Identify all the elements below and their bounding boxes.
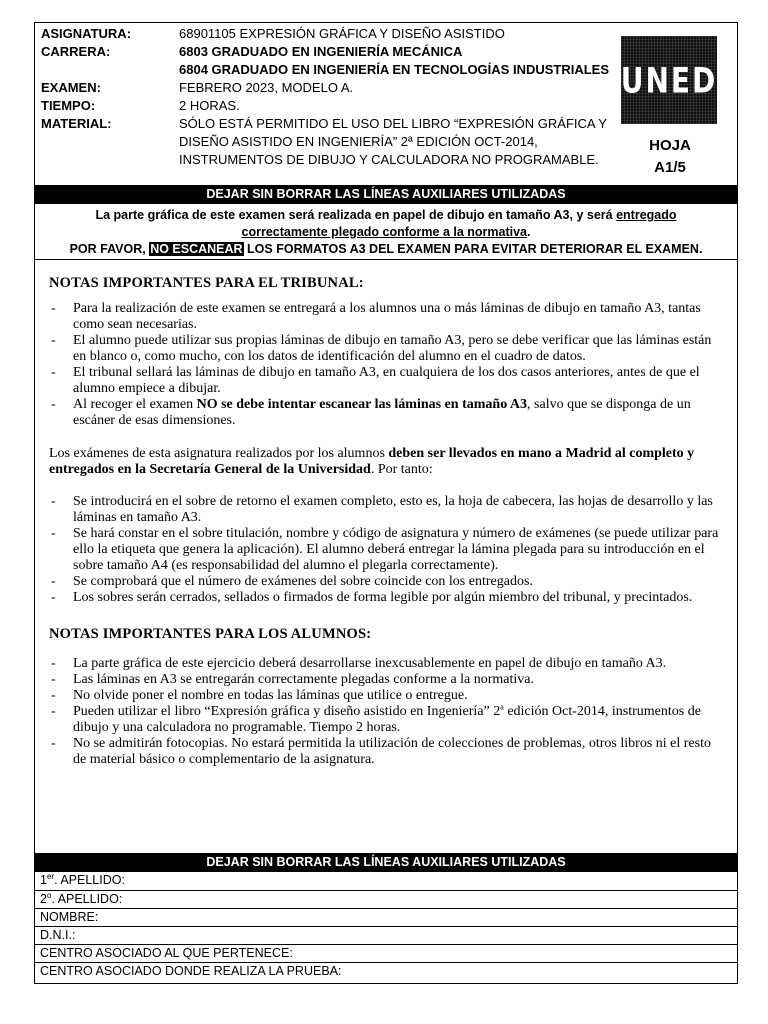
list-item: - No se admitirán fotocopias. No estará permitida la utilización de colecciones de problemas, otros libros ni el resto de material básico o complementario de la asignatura. <box>49 736 725 768</box>
tiempo-value: 2 HORAS. <box>179 98 240 113</box>
paragraph-bold: deben ser llevados en mano a Madrid al completo y entregados en la Secretaría General de la Universidad <box>49 446 695 477</box>
superscript: er <box>46 871 55 881</box>
list-item: - El alumno puede utilizar sus propias láminas de dibujo en tamaño A3, pero se debe verificar que las láminas están en blanco o, como mucho, con los datos de identificación del alumno en el cuadro de datos. <box>49 333 725 365</box>
alumnos-list <box>49 656 725 768</box>
exam-header <box>41 25 619 169</box>
field-label: . APELLIDO: <box>54 873 125 887</box>
material-value-3: INSTRUMENTOS DE DIBUJO Y CALCULADORA NO PROGRAMABLE. <box>179 152 599 167</box>
carrera-value-1: 6803 GRADUADO EN INGENIERÍA MECÁNICA <box>179 44 463 59</box>
centro-prueba-field[interactable] <box>35 962 737 980</box>
list-item: - Para la realización de este examen se entregará a los alumnos una o más láminas de dibujo en tamaño A3, tantas como sean necesarias. <box>49 301 725 333</box>
list-item-text: Al recoger el examen <box>73 397 197 412</box>
asignatura-value: 68901105 EXPRESIÓN GRÁFICA Y DISEÑO ASISTIDO <box>179 26 505 41</box>
return-list <box>49 494 725 606</box>
nombre-field[interactable] <box>35 908 737 926</box>
list-item <box>49 397 725 429</box>
asignatura-label: ASIGNATURA: <box>41 26 132 41</box>
list-item-text: edición Oct-2014, instrumentos de dibujo y una calculadora no programable. Tiempo 2 horas. <box>73 704 701 735</box>
list-item: - Se hará constar en el sobre titulación, nombre y código de asignatura y número de exámenes (se puede utilizar para ello la etiqueta que genera la aplicación). El alumno deberá entregar la lámina plegada para su introducción en el sobre tamaño A4 (es responsabilidad del alumno el plegarla correctamente). <box>49 526 725 574</box>
superscript: o <box>46 890 52 900</box>
list-item: - El tribunal sellará las láminas de dibujo en tamaño A3, en cualquiera de los dos casos anteriores, antes de que el alumno empiece a dibujar. <box>49 365 725 397</box>
examen-value: FEBRERO 2023, MODELO A. <box>179 80 354 95</box>
hoja-box <box>635 135 705 179</box>
uned-logo-text: UNED <box>620 59 718 101</box>
carrera-label: CARRERA: <box>41 44 111 59</box>
apellido1-field[interactable] <box>35 872 737 890</box>
intro-notice <box>35 207 737 258</box>
intro-line2-underlined: correctamente plegado conforme a la normativa <box>241 225 528 239</box>
tribunal-list <box>49 301 725 429</box>
material-value-2: DISEÑO ASISTIDO EN INGENIERÍA” 2ª EDICIÓN OCT-2014, <box>179 134 538 149</box>
paragraph-text: . Por tanto: <box>370 462 433 477</box>
field-label: 2 <box>40 892 47 906</box>
list-item: - Se introducirá en el sobre de retorno el examen completo, esto es, la hoja de cabecera, las hojas de desarrollo y las láminas en tamaño A3. <box>49 494 725 526</box>
field-label: . APELLIDO: <box>51 892 123 906</box>
notes-body <box>49 275 725 768</box>
list-item-text: Pueden utilizar el libro “Expresión gráfica y diseño asistido en Ingeniería” 2 <box>73 704 501 719</box>
banner-top: DEJAR SIN BORRAR LAS LÍNEAS AUXILIARES UTILIZADAS <box>35 185 737 204</box>
material-label: MATERIAL: <box>41 116 112 131</box>
exam-sheet <box>34 22 738 984</box>
intro-line1-underlined: entregado <box>616 208 677 222</box>
hoja-label: HOJA <box>649 137 691 154</box>
carrera-value-2: 6804 GRADUADO EN INGENIERÍA EN TECNOLOGÍAS INDUSTRIALES <box>179 62 610 77</box>
list-item: - La parte gráfica de este ejercicio deberá desarrollarse inexcusablemente en papel de dibujo en tamaño A3. <box>49 656 725 672</box>
intro-line3-end: LOS FORMATOS A3 DEL EXAMEN PARA EVITAR DETERIORAR EL EXAMEN. <box>243 242 703 256</box>
tiempo-label: TIEMPO: <box>41 98 96 113</box>
uned-logo <box>621 36 717 124</box>
list-item: - Los sobres serán cerrados, sellados o firmados de forma legible por algún miembro del tribunal, y precintados. <box>49 590 725 606</box>
field-label: NOMBRE: <box>40 910 99 924</box>
field-label: D.N.I.: <box>40 928 76 942</box>
intro-line2-end: . <box>527 225 531 239</box>
superscript: a <box>500 702 504 712</box>
no-escanear-highlight: NO ESCANEAR <box>150 242 243 256</box>
material-value-1: SÓLO ESTÁ PERMITIDO EL USO DEL LIBRO “EXPRESIÓN GRÁFICA Y <box>179 116 607 131</box>
list-item: - Las láminas en A3 se entregarán correctamente plegadas conforme a la normativa. <box>49 672 725 688</box>
intro-line1: La parte gráfica de este examen será realizada en papel de dibujo en tamaño A3, y será <box>95 208 617 222</box>
student-data-form <box>35 872 737 980</box>
banner-bottom: DEJAR SIN BORRAR LAS LÍNEAS AUXILIARES UTILIZADAS <box>35 853 737 872</box>
divider <box>35 259 737 260</box>
list-item <box>49 704 725 736</box>
intro-line3-start: POR FAVOR, <box>69 242 150 256</box>
field-label: CENTRO ASOCIADO DONDE REALIZA LA PRUEBA: <box>40 964 342 978</box>
paragraph-text: Los exámenes de esta asignatura realizados por los alumnos <box>49 446 389 461</box>
list-item-text: , salvo que se disponga de un escáner de esas dimensiones. <box>73 397 691 428</box>
list-item: - Se comprobará que el número de exámenes del sobre coincide con los entregados. <box>49 574 725 590</box>
hoja-value: A1/5 <box>654 159 686 176</box>
examen-label: EXAMEN: <box>41 80 101 95</box>
dni-field[interactable] <box>35 926 737 944</box>
list-item-bold: NO se debe intentar escanear las láminas en tamaño A3 <box>196 397 528 412</box>
field-label: 1 <box>40 873 47 887</box>
tribunal-title: NOTAS IMPORTANTES PARA EL TRIBUNAL: <box>49 275 364 291</box>
paragraph <box>49 446 725 478</box>
list-item: - No olvide poner el nombre en todas las láminas que utilice o entregue. <box>49 688 725 704</box>
centro-pertenece-field[interactable] <box>35 944 737 962</box>
field-label: CENTRO ASOCIADO AL QUE PERTENECE: <box>40 946 293 960</box>
alumnos-title: NOTAS IMPORTANTES PARA LOS ALUMNOS: <box>49 626 372 642</box>
apellido2-field[interactable] <box>35 890 737 908</box>
